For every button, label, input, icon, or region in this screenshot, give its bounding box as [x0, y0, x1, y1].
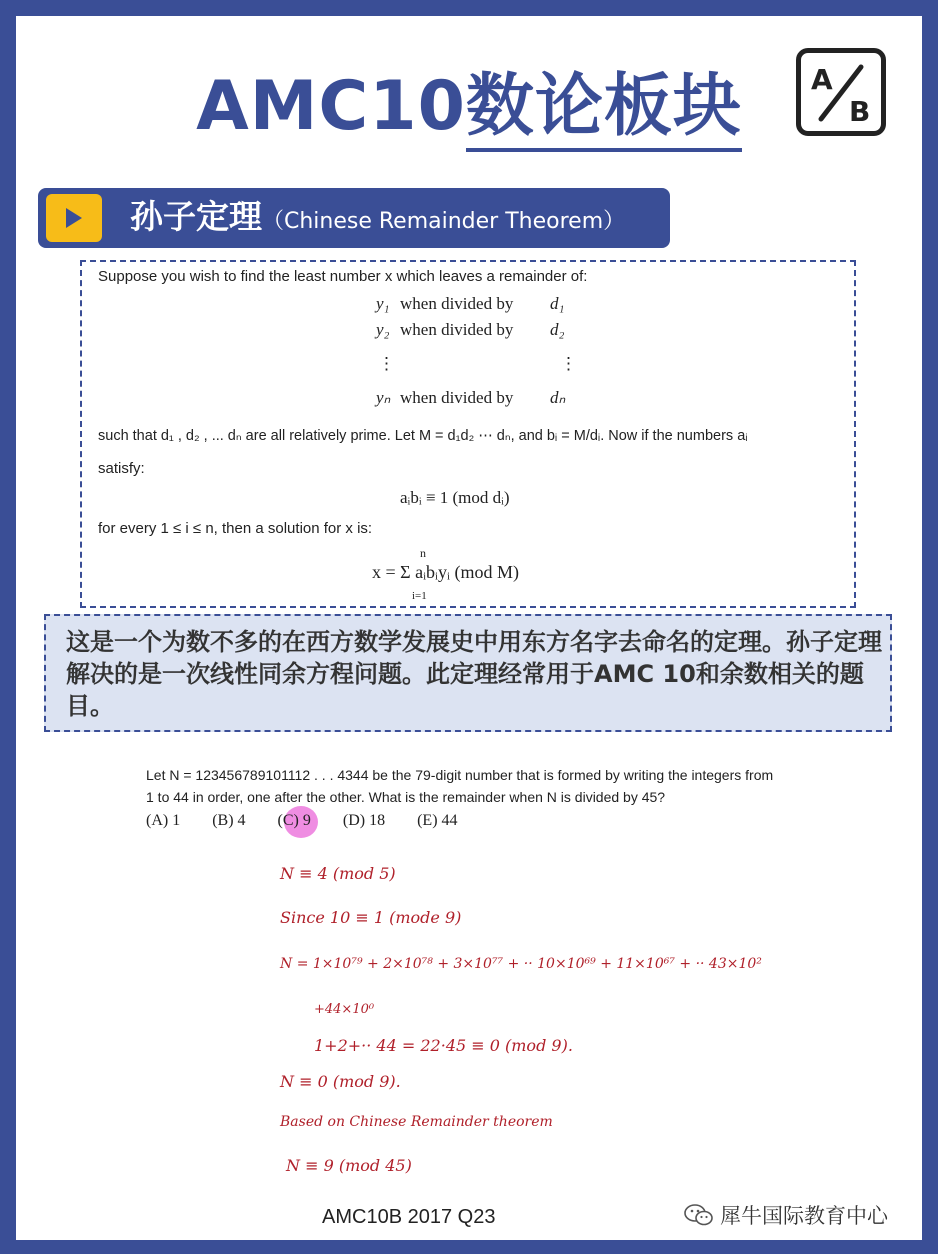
choice-d: (D) 18: [342, 812, 386, 829]
choice-c: (C) 9: [277, 812, 311, 829]
logo-letter-a: A: [811, 63, 833, 96]
choice-e: (E) 44: [417, 812, 458, 829]
theorem-satisfy: satisfy:: [98, 460, 145, 477]
theorem-such-that: such that d₁ , d₂ , ... dₙ are all relatively prime. Let M = d₁d₂ ⋯ dₙ, and bᵢ = M/dᵢ. Now if the numbers aᵢ: [98, 428, 748, 444]
handwriting-line-3: N = 1×10⁷⁹ + 2×10⁷⁸ + 3×10⁷⁷ + ·· 10×10⁶⁹ + 11×10⁶⁷ + ·· 43×10²: [280, 956, 762, 972]
problem-statement: [146, 764, 773, 808]
handwriting-line-8: N ≡ 9 (mod 45): [286, 1156, 412, 1175]
row-y2: y₂: [376, 320, 390, 339]
watermark-text: 犀牛国际教育中心: [720, 1204, 888, 1228]
row-d2: d₂: [550, 320, 565, 339]
row-dn: dₙ: [550, 388, 566, 407]
row-vdots-left: ⋮: [378, 354, 395, 373]
handwriting-line-4: +44×10⁰: [314, 1002, 375, 1017]
handwriting-line-5: 1+2+·· 44 = 22·45 ≡ 0 (mod 9).: [314, 1036, 573, 1055]
row-mid-4: when divided by: [400, 388, 514, 407]
sum-lower: i=1: [412, 590, 427, 602]
caption: AMC10B 2017 Q23: [322, 1206, 496, 1228]
choice-a: (A) 1: [146, 812, 181, 829]
choice-b: (B) 4: [212, 812, 246, 829]
play-icon: [46, 194, 102, 242]
problem-line-2: 1 to 44 in order, one after the other. What is the remainder when N is divided by 45?: [146, 789, 666, 805]
handwriting-line-2: Since 10 ≡ 1 (mode 9): [280, 908, 462, 927]
section-subtitle: （Chinese Remainder Theorem）: [262, 209, 626, 234]
section-banner: [38, 188, 670, 248]
theorem-for-every: for every 1 ≤ i ≤ n, then a solution for x is:: [98, 520, 373, 537]
row-d1: d₁: [550, 294, 565, 313]
row-mid-1: when divided by: [400, 294, 514, 313]
handwriting-line-7: Based on Chinese Remainder theorem: [280, 1114, 553, 1130]
problem-line-1: Let N = 123456789101112 . . . 4344 be the 79-digit number that is formed by writing the integers from: [146, 767, 774, 783]
theorem-intro: Suppose you wish to find the least number x which leaves a remainder of:: [98, 268, 588, 285]
wechat-icon: [684, 1202, 714, 1228]
note-box: [44, 614, 892, 732]
logo-letter-b: B: [849, 95, 871, 128]
row-yn: yₙ: [376, 388, 391, 407]
theorem-box: [80, 260, 856, 608]
ab-logo-icon: [796, 48, 886, 136]
row-y1: y₁: [376, 294, 390, 313]
section-title: 孙子定理（Chinese Remainder Theorem）: [130, 197, 626, 236]
note-text: 这是一个为数不多的在西方数学发展史中用东方名字去命名的定理。孙子定理解决的是一次线性同余方程问题。此定理经常用于AMC 10和余数相关的题目。: [66, 628, 882, 720]
handwriting-line-1: N ≡ 4 (mod 5): [280, 864, 396, 883]
row-vdots-right: ⋮: [560, 354, 577, 373]
watermark: [684, 1200, 888, 1230]
handwriting-line-6: N ≡ 0 (mod 9).: [280, 1072, 401, 1091]
row-mid-2: when divided by: [400, 320, 514, 339]
title-cjk: 数论板块: [466, 67, 742, 152]
theorem-solution: x = Σ aᵢbᵢyᵢ (mod M): [372, 562, 519, 582]
sum-upper: n: [420, 546, 426, 560]
title-latin: AMC10: [196, 67, 466, 146]
answer-choices: [146, 812, 486, 830]
theorem-congruence: aᵢbᵢ ≡ 1 (mod dᵢ): [400, 488, 510, 507]
